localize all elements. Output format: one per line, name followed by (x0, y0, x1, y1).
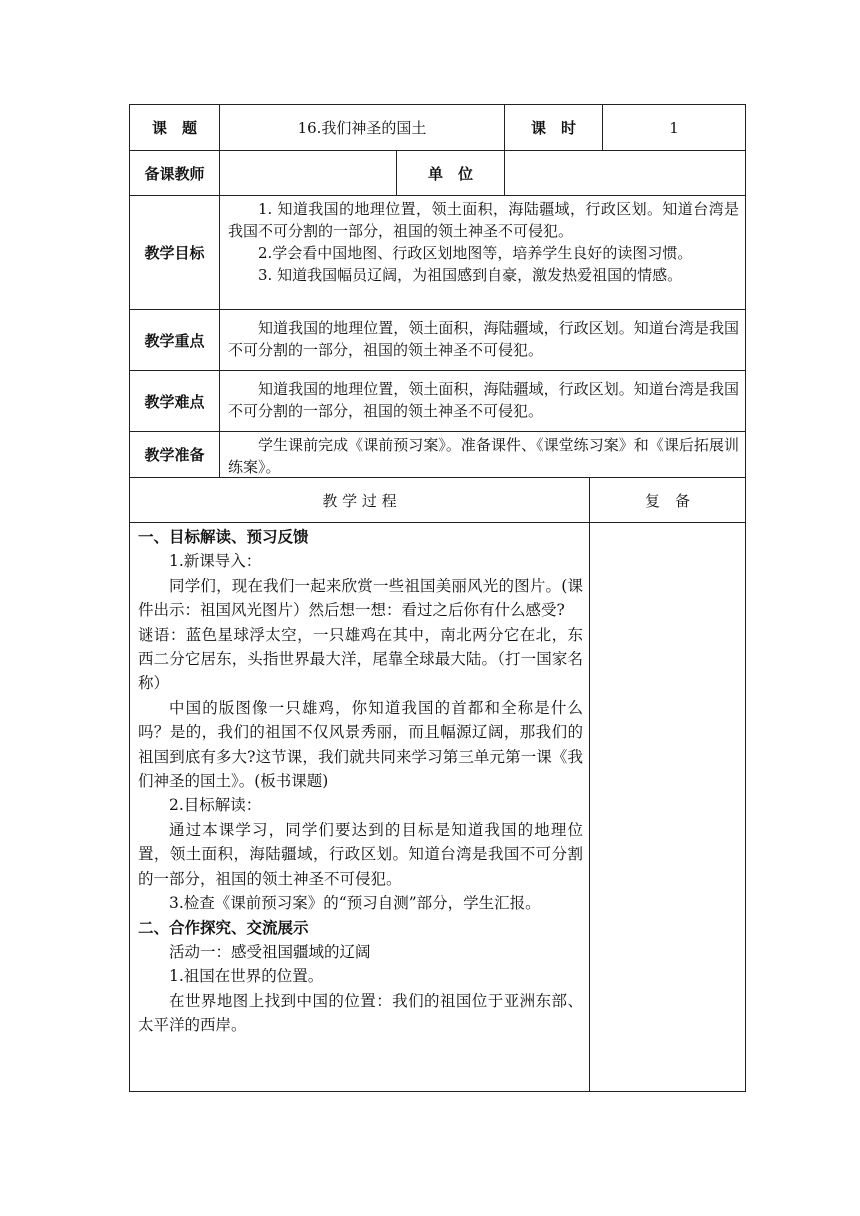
paragraph: 同学们，现在我们一起来欣赏一些祖国美丽风光的图片。(课件出示：祖国风光图片）然后想一想：看过之后你有什么感受? (138, 576, 583, 620)
key-points-label: 教学重点 (129, 309, 220, 371)
process-content (129, 522, 590, 1092)
difficulties-content (219, 370, 746, 432)
paragraph: 1.新课导入： (169, 552, 262, 571)
paragraph: 2.目标解读： (169, 796, 262, 815)
preparation-text: 学生课前完成《课前预习案》。准备课件、《课堂练习案》和《课后拓展训练案》。 (228, 436, 739, 476)
goals-content (219, 195, 746, 310)
period-label: 课 时 (504, 104, 603, 151)
goals-label: 教学目标 (129, 195, 220, 310)
difficulties-label: 教学难点 (129, 370, 220, 432)
unit-value (504, 150, 746, 196)
paragraph: 通过本课学习，同学们要达到的目标是知道我国的地理位置，领土面积，海陆疆域，行政区划。知道台湾是我国不可分割的一部分，祖国的领土神圣不可侵犯。 (138, 820, 583, 888)
preparation-label: 教学准备 (129, 431, 220, 478)
key-points-content (219, 309, 746, 371)
unit-label: 单 位 (396, 150, 505, 196)
topic-value: 16.我们神圣的国土 (219, 104, 505, 151)
paragraph: 活动一：感受祖国疆域的辽阔 (169, 942, 371, 961)
topic-label: 课 题 (129, 104, 220, 151)
goal-item: 1. 知道我国的地理位置，领土面积，海陆疆域，行政区划。知道台湾是我国不可分割的一部分，祖国的领土神圣不可侵犯。 (228, 200, 739, 240)
teacher-label: 备课教师 (129, 150, 220, 196)
paragraph: 中国的版图像一只雄鸡，你知道我国的首都和全称是什么吗？是的，我们的祖国不仅风景秀丽，而且幅源辽阔，那我们的祖国到底有多大?这节课，我们就共同来学习第三单元第一课《我们神圣的国土》。(板书课题) (138, 698, 583, 791)
paragraph: 谜语：蓝色星球浮太空，一只雄鸡在其中，南北两分它在北，东西二分它居东，头指世界最大洋，尾靠全球最大陆。（打一国家名称） (138, 625, 583, 693)
period-value: 1 (602, 104, 746, 151)
paragraph: 3.检查《课前预习案》的“预习自测”部分，学生汇报。 (169, 894, 541, 913)
process-label: 教 学 过 程 (129, 477, 590, 523)
preparation-content (219, 431, 746, 478)
review-column (589, 522, 746, 1092)
difficulties-text: 知道我国的地理位置，领土面积，海陆疆域，行政区划。知道台湾是我国不可分割的一部分，祖国的领土神圣不可侵犯。 (228, 380, 739, 420)
paragraph: 在世界地图上找到中国的位置：我们的祖国位于亚洲东部、太平洋的西岸。 (138, 991, 583, 1035)
paragraph: 1.祖国在世界的位置。 (169, 967, 324, 986)
goal-item: 2.学会看中国地图、行政区划地图等，培养学生良好的读图习惯。 (258, 244, 693, 262)
teacher-value (219, 150, 397, 196)
goal-item: 3. 知道我国幅员辽阔，为祖国感到自豪，激发热爱祖国的情感。 (258, 266, 683, 284)
section-heading: 一、目标解读、预习反馈 (138, 528, 309, 546)
key-points-text: 知道我国的地理位置，领土面积，海陆疆域，行政区划。知道台湾是我国不可分割的一部分，祖国的领土神圣不可侵犯。 (228, 319, 739, 359)
review-label: 复 备 (589, 477, 746, 523)
section-heading: 二、合作探究、交流展示 (138, 918, 309, 937)
